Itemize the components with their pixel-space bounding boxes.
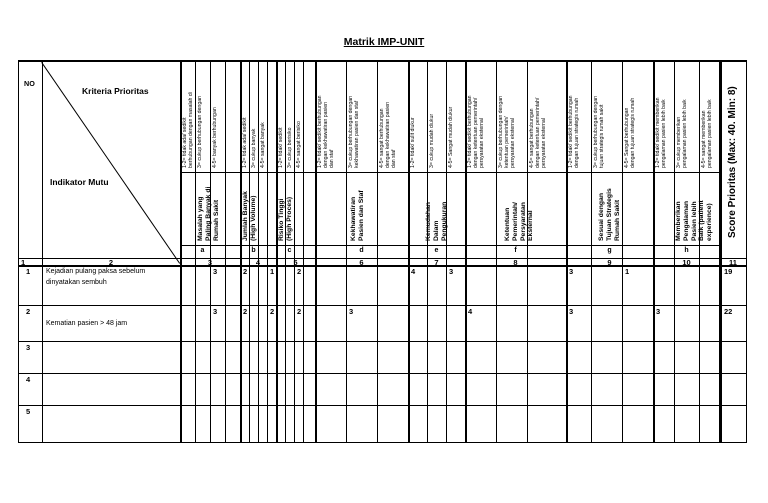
title-text: Matrik IMP-UNIT — [343, 36, 425, 48]
criteria-f-option-3-line: dengan ketentuan pemerintah/ — [534, 97, 541, 168]
criteria-d-option-1-line: dengan kekhawatiran pasien — [322, 101, 329, 168]
score-cell: 1 — [625, 267, 630, 276]
criteria-c-name-line: Risiko Tinggi — [278, 198, 285, 241]
criteria-b-option-2-line: 3= cukup banyak — [251, 128, 257, 168]
criteria-b-name-line: Jumlah Banyak — [242, 191, 249, 241]
indicator-text — [46, 320, 178, 328]
criteria-d-option-1-line: dan staf — [328, 149, 335, 168]
col-no-divider — [42, 60, 43, 442]
criteria-e-option-3-line: 4-5= Sangat mudah diukur — [448, 106, 454, 168]
criteria-f-name-line: Eksternal — [526, 210, 534, 241]
total-score: 19 — [724, 267, 733, 276]
column-number: 7 — [434, 257, 439, 267]
criteria-e-name-line: Pengukuran — [440, 201, 448, 241]
criteria-h-name-line: Memberikan — [674, 201, 682, 241]
column-number: 10 — [682, 257, 691, 267]
score-cell: 3 — [569, 267, 574, 276]
criteria-h-name-line: experience) — [705, 203, 713, 241]
criteria-c-option-3 — [297, 121, 303, 168]
header-split-line — [180, 172, 720, 173]
criteria-h-option-2-line: pengalaman pasien lebih baik — [681, 99, 688, 168]
total-score: 22 — [724, 307, 733, 316]
criteria-f-letter: f — [514, 247, 517, 254]
criteria-e-name-line: Kemudahan — [424, 202, 432, 241]
no-header: NO — [24, 79, 35, 88]
indicator-text-line: Kejadian pulang paksa sebelum — [46, 268, 146, 275]
criteria-f-option-2-line: persyaratan eksternal — [509, 118, 516, 168]
criteria-d-option-2-line: kekhawatiran pasien dan staf — [353, 100, 360, 168]
criteria-f-option-1-line: dengan ketentuan pemerintah/ — [472, 97, 479, 168]
column-number: 1 — [21, 257, 26, 267]
criteria-h-option-1 — [656, 98, 668, 169]
criteria-h-name-line: Pengalaman — [682, 200, 690, 241]
column-number: 9 — [607, 257, 612, 267]
criteria-c-name — [278, 197, 294, 241]
criteria-d-option-3-line: 4-5= sangat berhubungan — [379, 108, 385, 168]
criteria-g-option-2-line: 3= cukup berhubungan dengan — [593, 96, 599, 168]
criteria-e-option-1-line: 1-2= tidak/ sulit diukur — [410, 117, 416, 168]
row-number: 3 — [26, 343, 31, 352]
indicator-text-line: dinyatakan sembuh — [46, 278, 107, 286]
criteria-g-name-line: Sesuai dengan — [597, 193, 605, 241]
criteria-g-option-3-line: 4-5= Sangat berhubungan — [624, 107, 630, 168]
page-title — [0, 36, 768, 48]
criteria-f-name-line: Ketentuan — [503, 207, 511, 241]
criteria-e-option-3 — [449, 107, 455, 168]
criteria-d-option-3-line: dengan kekhawatiran pasien — [384, 101, 391, 168]
criteria-c-letter: c — [287, 247, 292, 254]
criteria-h-letter: h — [684, 247, 689, 254]
table-border-left — [18, 60, 19, 442]
criteria-d-option-2-line: 3= cukup berhubungan dengan — [348, 96, 354, 168]
criteria-f-name-line: Pemerintah/ — [511, 202, 519, 241]
criteria-a-name — [197, 187, 220, 241]
criteria-g-option-2-line: tujuan strategis rumah sakit — [598, 104, 605, 168]
criteria-a-name-line: Paling Banyak di — [204, 186, 212, 241]
criteria-e-name — [425, 202, 448, 241]
criteria-h-option-2-line: 3= cukup memberikan — [676, 116, 682, 168]
criteria-h-option-1-line: pengalaman pasien lebih baik — [660, 99, 667, 168]
criteria-b-option-3 — [261, 122, 267, 168]
row-number: 4 — [26, 375, 31, 384]
criteria-g-option-1-line: 1-2= tidak/ sedikit berhubungan — [568, 95, 574, 168]
criteria-b-name-line: (High Volume) — [249, 195, 257, 241]
score-cell: 2 — [297, 267, 302, 276]
criteria-f-option-1-line: 1-2= tidak/ sedikit berhubungan — [467, 95, 473, 168]
criteria-d-option-2 — [349, 96, 361, 168]
row-number: 1 — [26, 267, 31, 276]
criteria-b-option-1 — [243, 117, 249, 168]
criteria-c-name-line: (High Proces) — [285, 196, 293, 241]
column-number: 4 — [255, 257, 261, 267]
criteria-b-option-1-line: 1-2= tidak ada/ sedikit — [242, 117, 248, 168]
criteria-a-option-3 — [213, 107, 219, 168]
criteria-h-name-line: Pasien lebih — [690, 201, 698, 241]
table-border-bottom — [18, 442, 746, 443]
kriteria-header: Kriteria Prioritas — [82, 86, 149, 96]
criteria-h-option-3-line: pengalaman pasien lebih baik — [706, 99, 713, 168]
data-row-line — [18, 405, 746, 406]
data-row-line — [18, 341, 746, 342]
criteria-e-name-line: Dalam — [432, 220, 440, 241]
criteria-d-letter: d — [359, 247, 364, 254]
row-number: 2 — [26, 307, 31, 316]
column-number: 3 — [207, 257, 213, 267]
criteria-d-name-line: Kekhawatiran — [349, 196, 357, 241]
indicator-text — [46, 268, 178, 286]
criteria-e-letter: e — [434, 247, 439, 254]
score-cell: 3 — [656, 307, 661, 316]
criteria-g-option-3-line: dengan tujuan strategis rumah — [629, 97, 636, 168]
criteria-g-name — [598, 188, 621, 241]
data-row-line — [18, 373, 746, 374]
criteria-d-option-1 — [318, 95, 336, 168]
criteria-g-option-3 — [625, 98, 637, 168]
score-cell: 2 — [243, 307, 248, 316]
criteria-f-option-3-line: 4-5= sangat berhubungan — [529, 108, 535, 168]
criteria-f-option-2-line: ketentuan pemerintah/ — [503, 116, 510, 168]
criteria-a-option-1-line: berhubungan dengan masalah di — [187, 92, 194, 168]
criteria-d-name-line: Pasien dan Staf — [357, 190, 365, 241]
score-cell: 3 — [569, 307, 574, 316]
column-number: 11 — [729, 257, 737, 267]
score-cell: 3 — [349, 307, 354, 316]
criteria-f-option-1-line: persyaratan eksternal — [478, 118, 485, 168]
criteria-b-option-3-line: 4-5= sangat banyak — [260, 122, 266, 168]
criteria-e-option-1 — [411, 117, 417, 168]
letter-row-top — [180, 245, 720, 246]
criteria-a-option-1-line: 1-2= tidak ada/ sedikit — [182, 117, 188, 168]
criteria-a-option-2 — [198, 96, 204, 168]
criteria-a-option-2-line: 3= cukup berhubungan dengan — [197, 96, 203, 168]
criteria-g-name-line: Tujuan Strategis — [605, 188, 613, 241]
score-cell: 2 — [243, 267, 248, 276]
criteria-f-name-line: Persyaratan — [519, 202, 527, 241]
criteria-h-option-1-line: 1-2= tidak/ sedikit memberikan — [655, 97, 661, 168]
data-row-line — [18, 305, 746, 306]
criteria-e-option-2-line: 3= cukup mudah diukur — [429, 113, 435, 168]
score-header: Score Prioritas (Max: 40. Min: 8) — [727, 86, 738, 238]
criteria-b-option-2 — [252, 129, 258, 168]
criteria-g-name-line: Rumah Sakit — [613, 199, 621, 241]
criteria-c-option-3-line: 4-5= sangat berisiko — [296, 121, 302, 168]
criteria-b-name — [242, 191, 258, 241]
sub-column-line — [225, 60, 226, 442]
table-border-top — [18, 60, 746, 62]
criteria-h-option-3 — [702, 99, 714, 168]
criteria-d-option-1-line: 1-2= tidak/ sedikit berhubungan — [317, 95, 323, 168]
criteria-f-name — [504, 202, 535, 241]
score-cell: 1 — [270, 267, 275, 276]
criteria-d-option-3-line: dan staf — [390, 149, 397, 168]
criteria-d-name — [350, 190, 366, 241]
criteria-h-name — [675, 200, 714, 241]
criteria-c-option-1 — [279, 127, 285, 168]
criteria-a-option-3-line: 4-5= banyak berhubungan — [212, 107, 218, 168]
criteria-c-option-2-line: 3= cukup berisiko — [287, 127, 293, 168]
column-number: 6 — [359, 257, 364, 267]
table-border-right — [746, 60, 747, 443]
sub-column-line — [267, 60, 268, 442]
column-number: 2 — [108, 257, 114, 267]
criteria-f-option-3 — [530, 98, 548, 168]
criteria-a-name-line: Rumah Sakit — [212, 199, 220, 241]
criteria-a-option-1 — [183, 92, 195, 168]
criteria-g-option-2 — [594, 96, 606, 168]
score-cell: 4 — [411, 267, 416, 276]
criteria-d-option-3 — [380, 102, 398, 168]
score-cell: 4 — [468, 307, 473, 316]
criteria-f-option-2-line: 3= cukup berhubungan dengan — [498, 96, 504, 168]
row-number: 5 — [26, 407, 31, 416]
indicator-text-line: Kematian pasien > 48 jam — [46, 320, 128, 327]
criteria-c-option-1-line: 1-2= tidak/ sedikit — [278, 127, 284, 168]
sub-column-line — [303, 60, 304, 442]
group-column-line — [720, 60, 722, 442]
criteria-h-option-2 — [677, 99, 689, 168]
criteria-c-option-2 — [288, 127, 294, 168]
criteria-f-option-1 — [468, 95, 486, 168]
score-cell: 3 — [449, 267, 454, 276]
criteria-g-option-1 — [569, 95, 581, 168]
criteria-h-name-line: Baik (patient — [697, 200, 705, 241]
criteria-g-option-1-line: dengan tujuan strategis rumah — [573, 97, 580, 168]
criteria-g-letter: g — [607, 247, 612, 254]
column-number: 5 — [293, 257, 298, 267]
criteria-f-option-3-line: persyaratan eksternal — [540, 118, 547, 168]
criteria-e-option-2 — [430, 114, 436, 168]
score-cell: 2 — [270, 307, 275, 316]
score-cell: 3 — [213, 267, 218, 276]
criteria-a-name-line: Masalah yang — [197, 196, 204, 241]
score-cell: 2 — [297, 307, 302, 316]
column-number: 8 — [513, 257, 518, 267]
criteria-h-option-3-line: 4-5= sangat memberikan — [701, 110, 707, 168]
score-cell: 3 — [213, 307, 218, 316]
criteria-a-letter: a — [200, 247, 205, 254]
indikator-header: Indikator Mutu — [50, 177, 109, 187]
criteria-b-letter: b — [251, 247, 256, 254]
criteria-f-option-2 — [499, 96, 517, 168]
